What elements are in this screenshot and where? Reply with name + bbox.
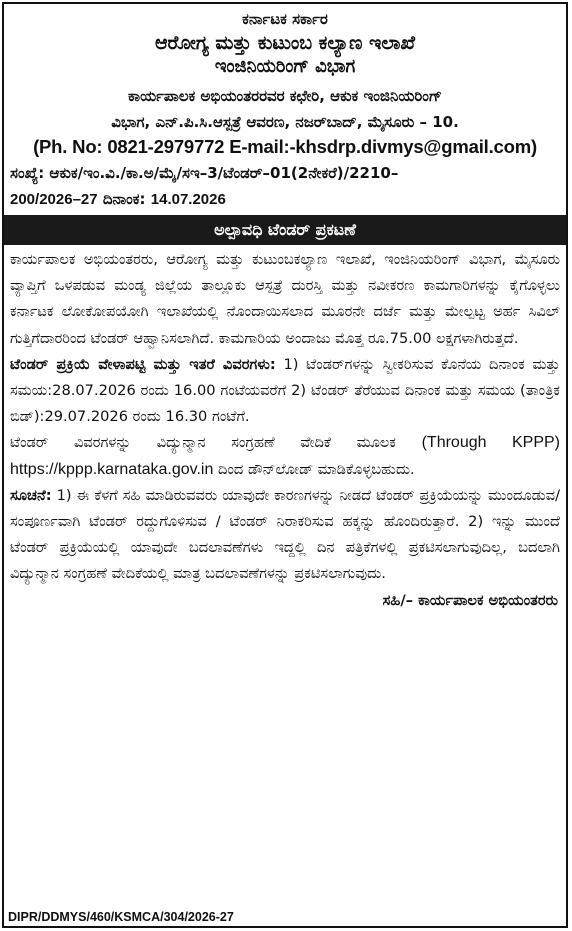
footer-code: DIPR/DDMYS/460/KSMCA/304/2026-27 [8,910,234,924]
schedule-text: 1) ಟೆಂಡರ್‌ಗಳನ್ನು ಸ್ವೀಕರಿಸುವ ಕೊನೆಯ ದಿನಾಂಕ ಮತ್ತು ಸಮಯ:28.07.2026 ರಂದು 16.00 ಗಂಟೆಯವರೆಗೆ 2) ಟೆಂಡರ್ ತೆರೆಯುವ ದಿನಾಂಕ ಮತ್ತು ಸಮಯ (ತಾಂತ್ರಿಕ ಬಿಡ್):29.07.2026 ರಂದು 16.30 ಗಂಟೆಗೆ. [10,355,560,426]
division-name: ಇಂಜಿನಿಯರಿಂಗ್ ವಿಭಾಗ [214,56,356,77]
government-name: ಕರ್ನಾಟಕ ಸರ್ಕಾರ [242,10,328,28]
kppp-link[interactable]: (Through KPPP) https://kppp.karnataka.gov.in [10,434,560,478]
signature: ಸಹಿ/– ಕಾರ್ಯಪಾಲಕ ಅಭಿಯಂತರರು [382,591,558,609]
paragraph-intro: ಕಾರ್ಯಪಾಲಕ ಅಭಿಯಂತರರು, ಆರೋಗ್ಯ ಮತ್ತು ಕುಟುಂಬಕಲ್ಯಾಣ ಇಲಾಖೆ, ಇಂಜಿನಿಯರಿಂಗ್ ವಿಭಾಗ, ಮೈಸೂರು ವ್ಯಾಪ್ತಿಗೆ ಒಳಪಡುವ ಮಂಡ್ಯ ಜಿಲ್ಲೆಯ ತಾಲ್ಲೂಕು ಆಸ್ಪತ್ರೆ ದುರಸ್ತಿ ಮತ್ತು ನವೀಕರಣ ಕಾಮಗಾರಿಗಳನ್ನು ಕೈಗೊಳ್ಳಲು ಕರ್ನಾಟಕ ಲೋಕೋಪಯೋಗಿ ಇಲಾಖೆಯಲ್ಲಿ ನೊಂದಾಯಿಸಲಾದ ಮೂರನೇ ದರ್ಜೆ ಮತ್ತು ಮೇಲ್ಪಟ್ಟ ಅರ್ಹ ಸಿವಿಲ್ ಗುತ್ತಿಗೆದಾರರಿಂದ ಟೆಂಡರ್ ಆಹ್ವಾನಿಸಲಾಗಿದೆ. ಕಾಮಗಾರಿಯ ಅಂದಾಜು ಮೊತ್ತ ರೂ.75.00 ಲಕ್ಷಗಳಾಗಿರುತ್ತದೆ. [10,251,560,347]
note-heading: ಸೂಚನೆ: [10,486,52,504]
download-text: ಟೆಂಡರ್ ವಿವರಗಳನ್ನು ವಿದ್ಯುನ್ಮಾನ ಸಂಗ್ರಹಣೆ ವೇದಿಕೆ ಮೂಲಕ [10,434,422,452]
notice-body [4,245,566,588]
paragraph-download [10,430,560,482]
tender-notice [2,2,568,928]
notice-title-band: ಅಲ್ಪಾವಧಿ ಟೆಂಡರ್ ಪ್ರಕಟಣೆ [4,215,566,245]
notice-date: 14.07.2026 [150,191,226,208]
address-line-1: ಕಾರ್ಯಪಾಲಕ ಅಭಿಯಂತರರವರ ಕಛೇರಿ, ಆಕುಕ ಇಂಜಿನಿಯರಿಂಗ್ [128,87,442,105]
reference-number [4,160,566,213]
contact-info: (Ph. No: 0821-2979772 E-mail:-khsdrp.divmys@gmail.com) [33,136,537,157]
download-text-end: ದಿಂದ ಡೌನ್‌ಲೋಡ್ ಮಾಡಿಕೊಳ್ಳಬಹುದು. [213,460,415,478]
note-text: 1) ಈ ಕೆಳಗೆ ಸಹಿ ಮಾಡಿರುವವರು ಯಾವುದೇ ಕಾರಣಗಳನ್ನು ನೀಡದೆ ಟೆಂಡರ್ ಪ್ರಕ್ರಿಯೆಯನ್ನು ಮುಂದೂಡುವ/ ಸಂಪೂರ್ಣವಾಗಿ ಟೆಂಡರ್ ರದ್ದುಗೊಳಿಸುವ / ಟೆಂಡರ್ ನಿರಾಕರಿಸುವ ಹಕ್ಕನ್ನು ಹೊಂದಿರುತ್ತಾರೆ. 2) ಇನ್ನು ಮುಂದೆ ಟೆಂಡರ್ ಪ್ರಕ್ರಿಯೆಯಲ್ಲಿ ಯಾವುದೇ ಬದಲಾವಣೆಗಳು ಇದ್ದಲ್ಲಿ ದಿನ ಪತ್ರಿಕೆಗಳಲ್ಲಿ ಪ್ರಕಟಿಸಲಾಗುವುದಿಲ್ಲ, ಬದಲಾಗಿ ವಿದ್ಯುನ್ಮಾನ ಸಂಗ್ರಹಣೆ ವೇದಿಕೆಯಲ್ಲಿ ಮಾತ್ರ ಬದಲಾವಣೆಗಳನ್ನು ಪ್ರಕಟಿಸಲಾಗುವುದು. [10,486,560,583]
office-address [4,83,566,135]
header [4,10,566,77]
paragraph-schedule [10,352,560,431]
address-line-2: ವಿಭಾಗ, ಎನ್.ಪಿ.ಸಿ.ಆಸ್ಪತ್ರೆ ಆವರಣ, ನಜರ್‌ಬಾದ್, ಮೈಸೂರು – 10. [111,113,459,131]
date-label: ದಿನಾಂಕ: [97,190,151,208]
schedule-heading: ಟೆಂಡರ್ ಪ್ರಕ್ರಿಯೆ ವೇಳಾಪಟ್ಟಿ ಮತ್ತು ಇತರೆ ವಿವರಗಳು: [10,355,276,373]
reference-line-1: ಸಂಖ್ಯೆ: ಆಕುಕ/ಇಂ.ವಿ./ಕಾ.ಅ/ಮೈ/ಸಇ–3/ಟೆಂಡರ್–01(2ನೇಕರೆ)/2210– [10,164,399,182]
reference-line-2 [10,186,560,213]
reference-year: 200/2026–27 [10,191,98,208]
department-name: ಆರೋಗ್ಯ ಮತ್ತು ಕುಟುಂಬ ಕಲ್ಯಾಣ ಇಲಾಖೆ [154,32,416,54]
paragraph-note [10,483,560,588]
